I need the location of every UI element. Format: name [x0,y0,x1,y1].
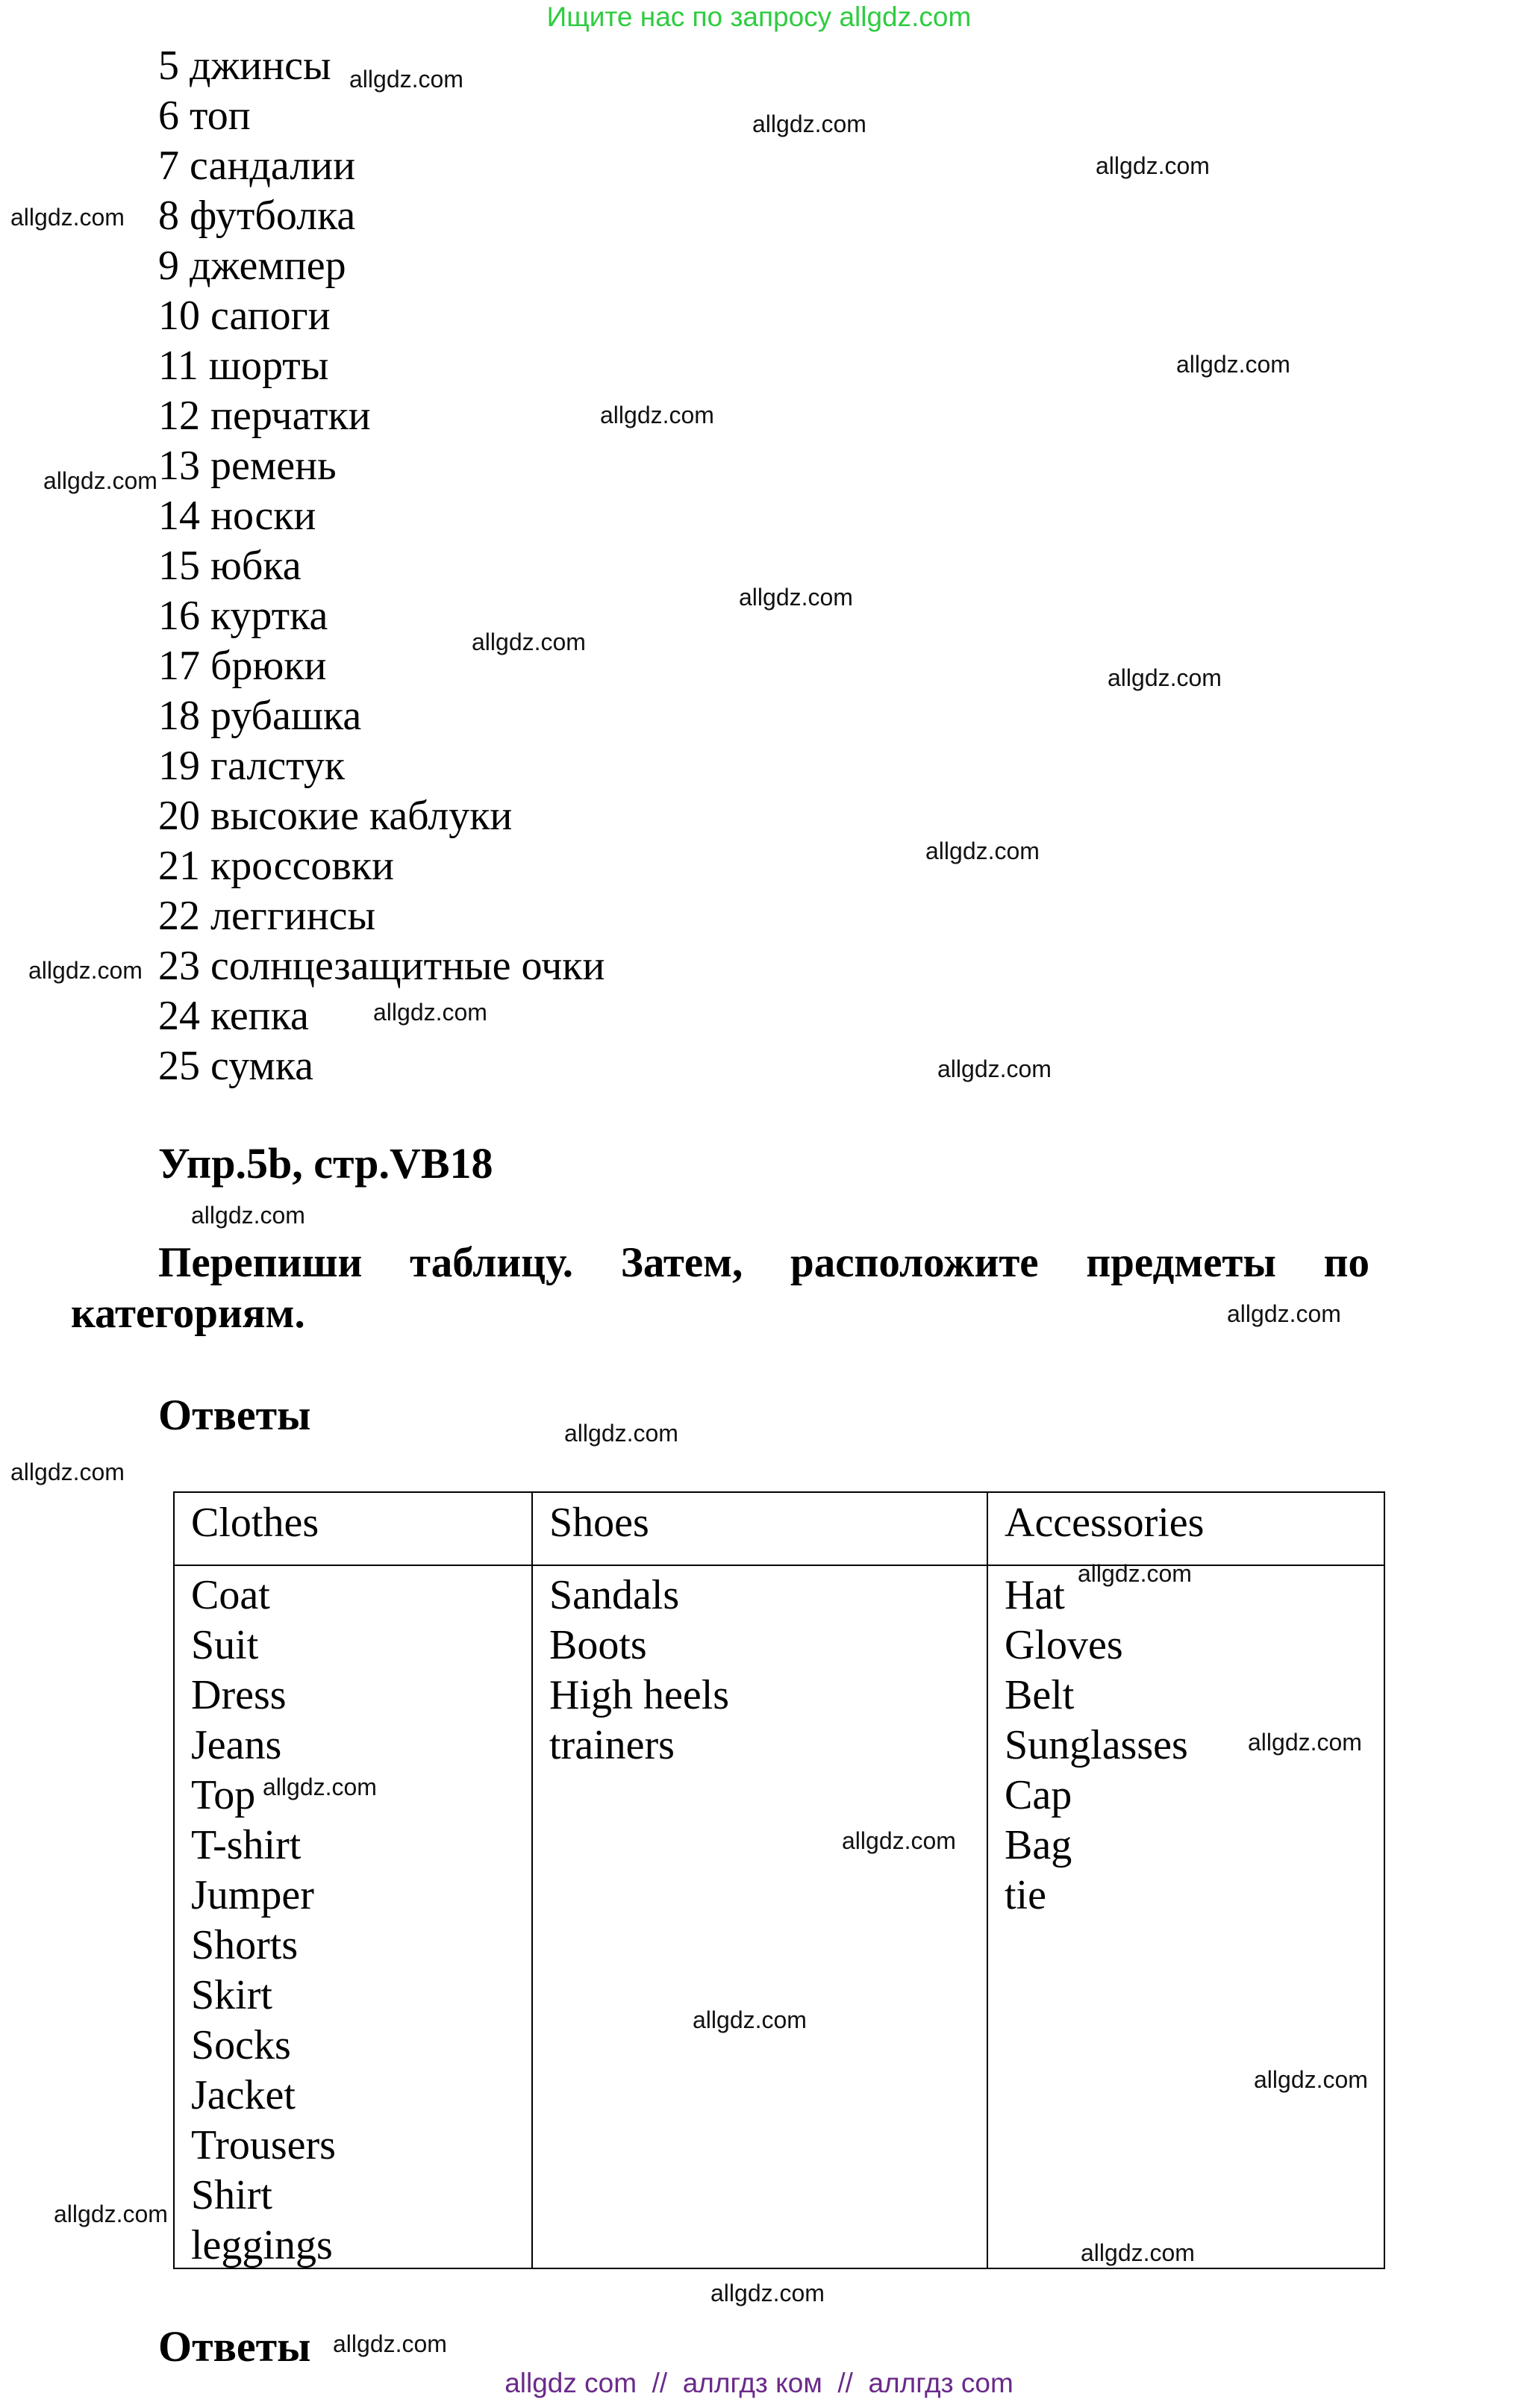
watermark: allgdz.com [1081,2239,1195,2266]
list-item: 5 джинсы [158,43,331,89]
table-cell: Sunglasses [1005,1722,1188,1768]
list-item: 7 сандалии [158,143,356,189]
table-cell: High heels [549,1672,730,1718]
table-cell: Coat [191,1572,270,1618]
table-cell: tie [1005,1872,1046,1918]
list-item: 23 солнцезащитные очки [158,943,605,989]
watermark: allgdz.com [1078,1560,1192,1587]
table-cell: Shorts [191,1922,299,1968]
table-cell: Shirt [191,2172,272,2218]
top-banner: Ищите нас по запросу allgdz.com [546,1,972,32]
watermark: allgdz.com [54,2200,168,2227]
table-cell: Suit [191,1622,259,1668]
table-cell: Trousers [191,2122,336,2168]
table-cell: Belt [1005,1672,1075,1718]
table-cell: T-shirt [191,1822,302,1868]
exercise-title: Упр.5b, стр.VB18 [158,1139,493,1188]
accessories-list [1005,1570,1188,1921]
list-item: 15 юбка [158,543,302,589]
watermark: allgdz.com [1096,152,1210,179]
watermark: allgdz.com [1248,1729,1362,1756]
watermark: allgdz.com [28,957,143,984]
table-cell: Dress [191,1672,287,1718]
watermark: allgdz.com [472,628,586,655]
table-cell: Cap [1005,1772,1072,1818]
column-shoes [531,1493,987,2268]
vocabulary-list [158,41,605,1091]
answer-table [173,1491,1385,2269]
exercise-instruction: Перепиши таблицу. Затем, расположите предметы по категориям. [71,1239,1369,1337]
watermark: allgdz.com [1108,664,1222,691]
watermark: allgdz.com [842,1827,956,1854]
table-cell: Socks [191,2022,291,2068]
watermark: allgdz.com [752,110,866,137]
watermark: allgdz.com [739,584,853,611]
bottom-footer: allgdz com // аллгдз ком // аллгдз com [505,2368,1013,2398]
watermark: allgdz.com [373,999,487,1026]
watermark: allgdz.com [1227,1300,1341,1327]
list-item: 21 кроссовки [158,843,394,889]
list-item: 20 высокие каблуки [158,793,513,839]
shoes-list [549,1570,729,1771]
watermark: allgdz.com [10,1459,125,1485]
table-cell: Hat [1005,1572,1065,1618]
watermark: allgdz.com [564,1420,678,1447]
list-item: 18 рубашка [158,693,362,739]
list-item: 19 галстук [158,743,346,789]
list-item: 14 носки [158,493,316,539]
table-cell: leggings [191,2222,333,2268]
watermark: allgdz.com [937,1055,1052,1082]
watermark: allgdz.com [1176,351,1290,378]
table-cell: trainers [549,1722,675,1768]
list-item: 11 шорты [158,343,329,389]
watermark: allgdz.com [43,467,157,494]
clothes-list [191,1570,336,2271]
list-item: 22 леггинсы [158,893,376,939]
list-item: 8 футболка [158,193,356,239]
list-item: 13 ремень [158,443,337,489]
list-item: 10 сапоги [158,293,331,339]
table-cell: Skirt [191,1972,272,2018]
table-cell: Sandals [549,1572,680,1618]
column-clothes [175,1493,531,2268]
column-header-shoes: Shoes [549,1500,649,1546]
list-item: 25 сумка [158,1043,314,1089]
table-cell: Boots [549,1622,647,1668]
list-item: 9 джемпер [158,243,346,289]
table-cell: Top [191,1772,256,1818]
watermark: allgdz.com [10,204,125,231]
list-item: 16 куртка [158,593,328,639]
list-item: 6 топ [158,93,251,139]
column-header-accessories: Accessories [1005,1500,1205,1546]
watermark: allgdz.com [600,402,714,428]
list-item: 17 брюки [158,643,327,689]
watermark: allgdz.com [693,2006,807,2033]
table-cell: Jeans [191,1722,282,1768]
list-item: 24 кепка [158,993,309,1039]
watermark: allgdz.com [349,66,463,93]
table-cell: Jacket [191,2072,296,2118]
watermark: allgdz.com [263,1774,377,1800]
column-accessories [987,1493,1384,2268]
list-item: 12 перчатки [158,393,371,439]
answers-heading: Ответы [158,1391,311,1439]
watermark: allgdz.com [191,1202,305,1229]
table-cell: Jumper [191,1872,314,1918]
table-cell: Gloves [1005,1622,1123,1668]
column-header-clothes: Clothes [191,1500,319,1546]
watermark: allgdz.com [710,2280,825,2306]
answers-heading-2: Ответы [158,2322,311,2371]
watermark: allgdz.com [925,838,1040,864]
watermark: allgdz.com [1254,2066,1368,2093]
table-cell: Bag [1005,1822,1072,1868]
watermark: allgdz.com [333,2330,447,2357]
